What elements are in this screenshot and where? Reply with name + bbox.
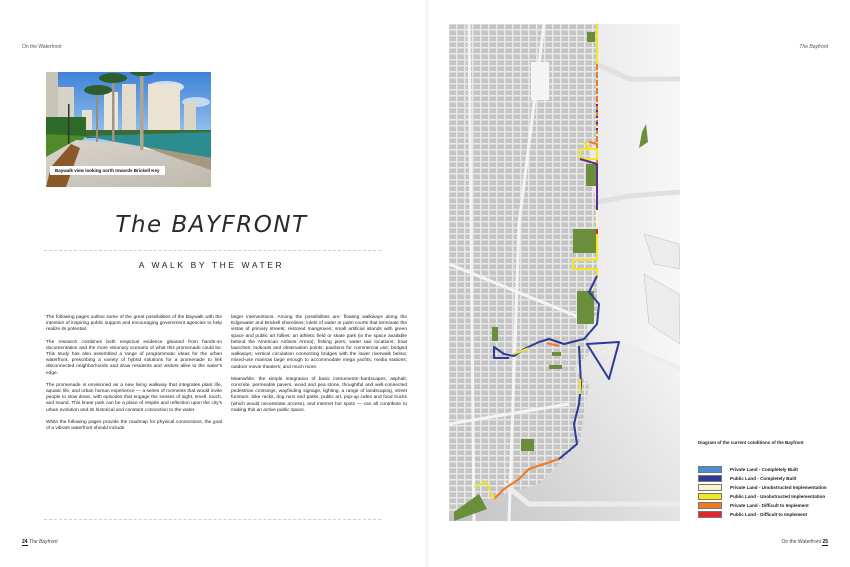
- map-caption: Diagram of the current conditions of the Bayfront: [698, 440, 804, 445]
- legend-label: Private Land - Completely Built: [730, 467, 798, 472]
- legend-label: Public Land - Difficult to Implement: [730, 512, 808, 517]
- body-paragraph: The promenade is envisioned as a new living walkway that integrates plant life, aquatic life, and urban human experience — a series of moments that would invite people to slow down, with episodes that engage the senses of sight, smell, touch, and sound. This linear park can be a place of respite and reflection upon the city's urban evolution and its historical and constant connection to the water.: [46, 382, 222, 413]
- baywalk-photo: [46, 72, 211, 187]
- right-folio: [781, 539, 828, 545]
- legend-swatch: [698, 502, 722, 509]
- legend-item: [698, 501, 827, 510]
- legend-item: [698, 492, 827, 501]
- legend-item: [698, 474, 827, 483]
- page-gutter: [423, 0, 431, 567]
- body-paragraph: The research combines both empirical evidence gleaned from hands-on documentation and the more visionary scenario of what this promenade could be. This study has also assembled a range of programmatic ideas for the urban waterfront, prescribing a variety of hybrid solutions for a promenade to link disconnected neighborhoods and draw residents and visitors alike to the water's edge.: [46, 339, 222, 376]
- folio-section: The Bayfront: [28, 539, 58, 545]
- body-paragraph: The following pages outline some of the great possibilities of the Baywalk with the intention of inspiring public support and encouraging government agencies to help realize its potential.: [46, 315, 222, 333]
- legend-label: Private Land - Difficult to Implement: [730, 503, 809, 508]
- legend-label: Private Land - Unobstructed Implementation: [730, 485, 827, 490]
- page-title: The BAYFRONT: [115, 212, 308, 238]
- page-subtitle: A WALK BY THE WATER: [138, 260, 285, 270]
- legend-swatch: [698, 484, 722, 491]
- page-number: 25: [822, 539, 828, 545]
- body-column-right: [231, 315, 407, 420]
- footer-divider: [44, 519, 381, 520]
- folio-section: On the Waterfront: [781, 539, 822, 545]
- body-column-left: [46, 315, 222, 438]
- body-paragraph: larger interventions. Among the possibilities are: floating walkways along the Edgewater and Brickell shorelines; inlets of water or palm courts that terminate the vistas of primary streets; restored mangroves; small artificial islands with green space and public art follies; an athletic field or skate park (in the space available behind the American Airlines Arena); fishing piers; water taxi locations; boat launches; lookouts and observation points; pavilions for commercial use; bridged walkways; vertical circulation connecting bridges with the lower riverwalk below; mixed-use marinas large enough to accommodate mega yachts; media stations; outdoor movie theaters; and much more.: [231, 315, 407, 370]
- right-running-head: The Bayfront: [799, 44, 828, 50]
- bayfront-map: [449, 24, 680, 521]
- photo-caption: Baywalk view looking north towards Brickell Key: [50, 166, 165, 175]
- legend-swatch: [698, 475, 722, 482]
- left-running-head: On the Waterfront: [22, 44, 62, 50]
- legend-swatch: [698, 466, 722, 473]
- page-number: 24: [22, 539, 28, 545]
- legend-swatch: [698, 493, 722, 500]
- body-paragraph: While the following pages provide the roadmap for physical connections, the goal of a vibrant waterfront should include: [46, 419, 222, 432]
- body-paragraph: Meanwhile, the simple integration of basic instruments–hardscapes, asphalt, concrete, permeable pavers, wood and pea stone, thoughtful and well-connected pedestrian crossings, wayfinding signage, lighting, a range of landscaping, street furniture, bike racks, dog runs and parks, public art, pop-up cafes and food trucks (which would necessitate access), and internet hot spots — can all contribute to making this an active public space.: [231, 376, 407, 413]
- legend-label: Public Land - Unobstructed Implementation: [730, 494, 826, 499]
- map-legend: [698, 465, 827, 519]
- legend-item: [698, 465, 827, 474]
- left-folio: [22, 539, 58, 545]
- legend-item: [698, 510, 827, 519]
- legend-swatch: [698, 511, 722, 518]
- legend-item: [698, 483, 827, 492]
- legend-label: Public Land - Completely Built: [730, 476, 797, 481]
- title-divider: [44, 250, 381, 251]
